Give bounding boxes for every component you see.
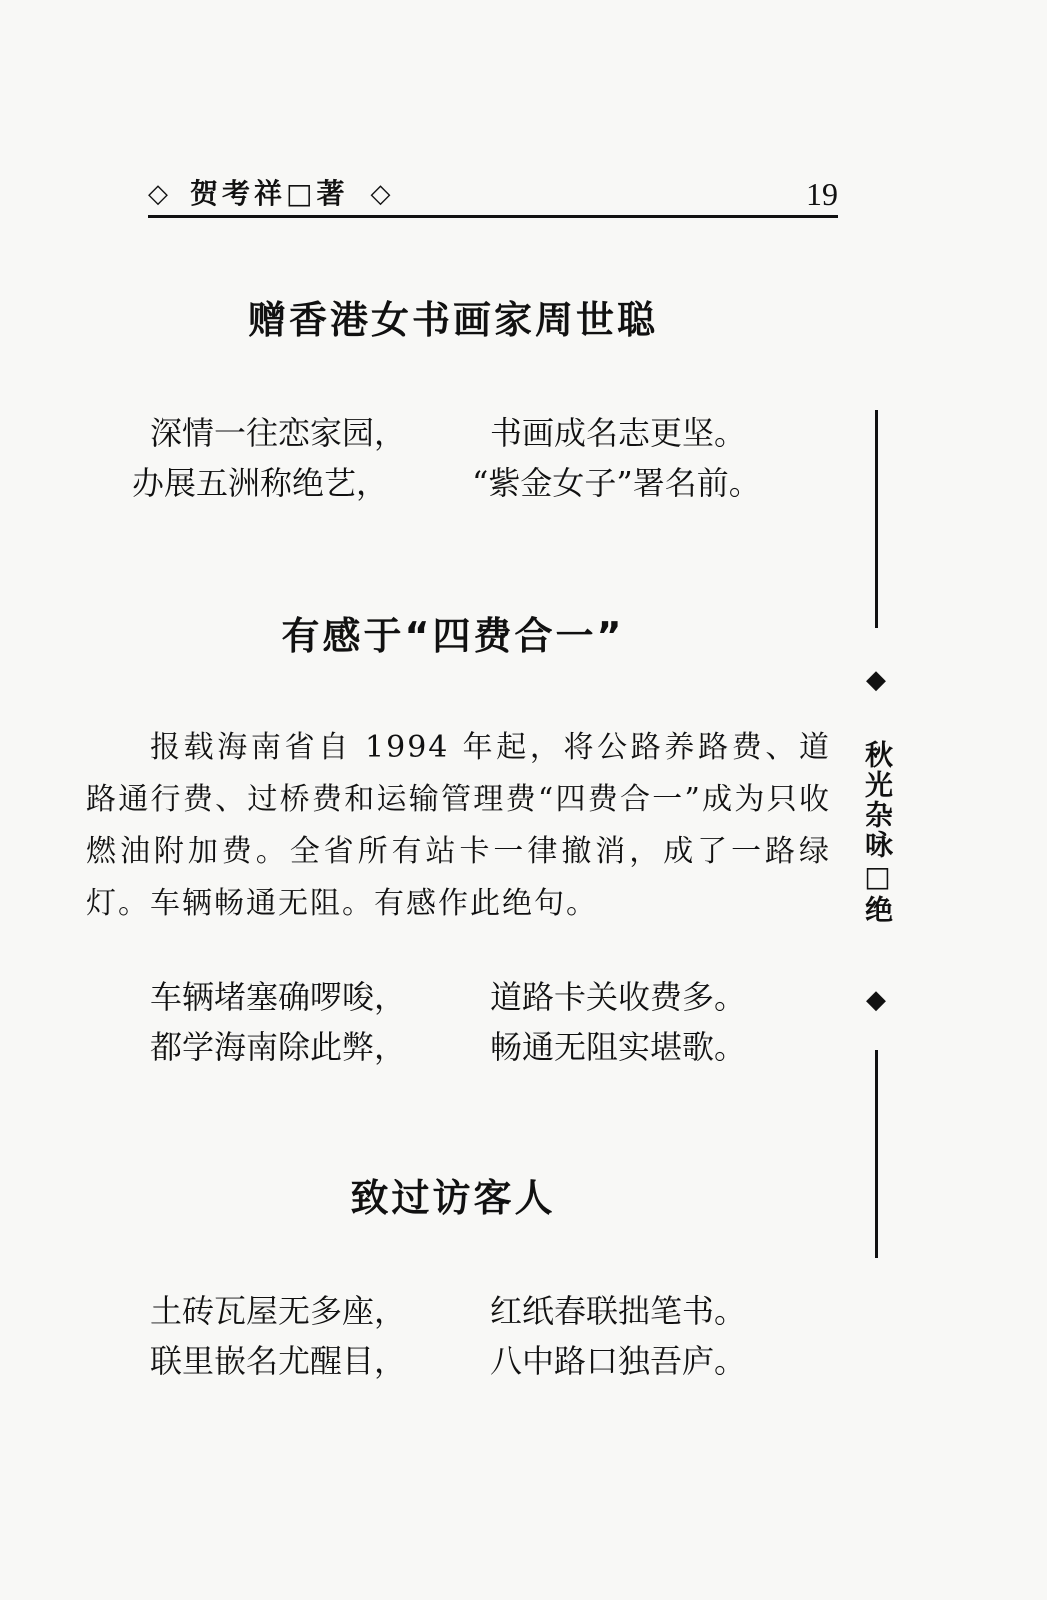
poem-line — [150, 1336, 830, 1386]
poem-body — [150, 972, 830, 1072]
running-header — [148, 176, 838, 220]
section-label: 秋光杂咏□绝 — [861, 740, 894, 925]
running-title: 贺考祥□著 — [190, 177, 349, 210]
poem-body — [150, 1286, 830, 1386]
poem-line-first-half: 联里嵌名尤醒目， — [150, 1342, 407, 1380]
side-rule-top — [875, 410, 878, 628]
poem-line-first-half: 深情一往恋家园， — [150, 414, 407, 452]
poem-line-second-half: 道路卡关收费多。 — [490, 978, 747, 1016]
poem-preface: 报载海南省自 1994 年起，将公路养路费、道路通行费、过桥费和运输管理费“四费合一”成为只收燃油附加费。全省所有站卡一律撤消，成了一路绿灯。车辆畅通无阻。有感作此绝句。 — [86, 730, 831, 921]
poem-line-first-half: 办展五洲称绝艺， — [132, 464, 389, 502]
poem-line-first-half: 土砖瓦屋无多座， — [150, 1292, 407, 1330]
poem-line — [132, 458, 830, 508]
poem-line-second-half: 八中路口独吾庐。 — [490, 1342, 747, 1380]
poem-line-second-half: 畅通无阻实堪歌。 — [490, 1028, 747, 1066]
side-diamond-top-icon: ◆ — [866, 665, 886, 695]
poem-title: 致过访客人 — [350, 1176, 556, 1220]
poem-body — [132, 408, 830, 508]
section-side-marker — [856, 410, 896, 1260]
poem-line-second-half: “紫金女子”署名前。 — [472, 464, 761, 502]
header-diamond-right-icon: ◇ — [370, 179, 391, 209]
poem-line — [150, 408, 830, 458]
poem-title: 有感于“四费合一” — [281, 614, 625, 658]
header-diamond-left-icon: ◇ — [148, 179, 168, 209]
poem-line-second-half: 红纸春联拙笔书。 — [490, 1292, 747, 1330]
side-rule-bottom — [875, 1050, 878, 1258]
running-header-left — [148, 176, 390, 212]
side-diamond-bottom-icon: ◆ — [866, 985, 886, 1015]
poem-line-second-half: 书画成名志更坚。 — [490, 414, 747, 452]
poem-title: 赠香港女书画家周世聪 — [247, 298, 658, 342]
header-rule — [148, 215, 838, 218]
poem-line — [150, 972, 830, 1022]
poem-line — [150, 1286, 830, 1336]
poem-line-first-half: 车辆堵塞确啰唆， — [150, 978, 407, 1016]
page-number: 19 — [806, 176, 838, 212]
poem-line-first-half: 都学海南除此弊， — [150, 1028, 407, 1066]
poem-line — [150, 1022, 830, 1072]
